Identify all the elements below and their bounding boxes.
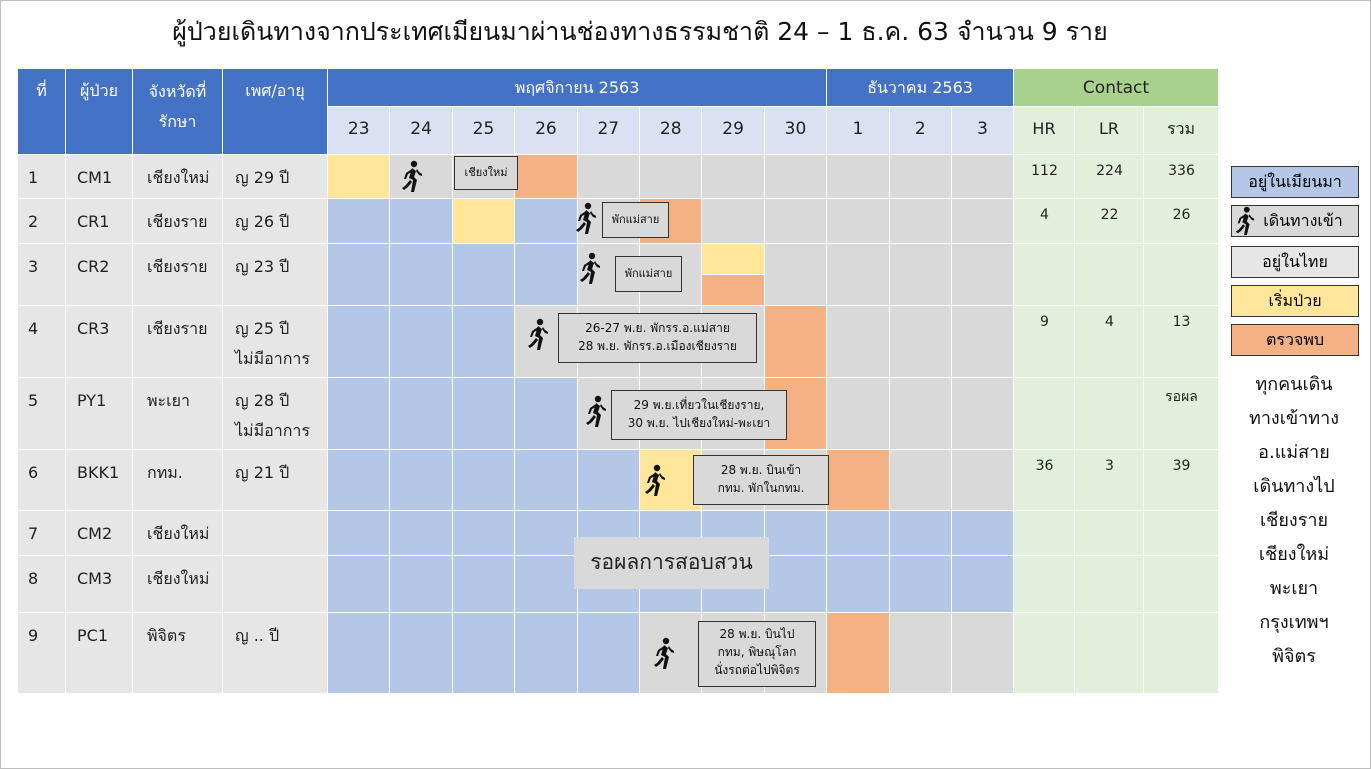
row-province-cell: [133, 306, 223, 378]
row-no: 6: [28, 463, 39, 482]
header-day: [765, 107, 827, 155]
row-province-cell: [133, 199, 223, 244]
day-cell: [515, 378, 577, 450]
row-id: CM2: [77, 524, 113, 543]
day-cell: [328, 306, 390, 378]
row-id: CR1: [77, 212, 110, 231]
row-province: เชียงใหม่: [147, 168, 210, 187]
row-sex-age-cell: [223, 155, 328, 199]
row-no: 5: [28, 391, 39, 410]
row-id-cell: [66, 450, 133, 511]
side-note-line: ทางเข้าทาง: [1248, 408, 1340, 429]
day-cell: [328, 378, 390, 450]
header-contact-sub: [1144, 107, 1219, 155]
day-cell: [952, 155, 1014, 199]
row-no: 2: [28, 212, 39, 231]
side-note-line: อ.แม่สาย: [1258, 442, 1330, 463]
header-month-dec-label: ธันวาคม 2563: [867, 78, 973, 97]
waiting-investigation-label: รอผลการสอบสวน: [574, 537, 769, 589]
note-box-py1-line1: 29 พ.ย.เที่ยวในเชียงราย,: [633, 398, 765, 412]
row-province: พิจิตร: [147, 626, 186, 645]
header-contact-sub-label: รวม: [1166, 119, 1196, 138]
row-province: เชียงราย: [147, 319, 208, 338]
day-cell: [890, 244, 952, 306]
walking-person-icon: [652, 637, 676, 671]
day-cell: [702, 199, 764, 244]
row-province-cell: [133, 244, 223, 306]
note-box-py1-line2: 30 พ.ย. ไปเชียงใหม่-พะเยา: [627, 416, 771, 430]
walking-person-icon: [578, 252, 602, 286]
day-cell: [827, 613, 889, 694]
row-id-cell: [66, 556, 133, 613]
contact-cell: [1014, 378, 1075, 450]
day-cell: [453, 450, 515, 511]
day-cell: [890, 450, 952, 511]
side-note-line: พะเยา: [1269, 578, 1319, 599]
legend-travel-in-label: เดินทางเข้า: [1263, 211, 1343, 230]
note-box-cr1: พักแม่สาย: [602, 202, 669, 238]
row-sex-age: ญ 25 ปี: [235, 319, 290, 338]
note-box-bkk1-line1: 28 พ.ย. บินเข้า: [720, 463, 802, 477]
row-no-cell: [18, 378, 66, 450]
day-cell: [765, 155, 827, 199]
side-note-line: เดินทางไป: [1253, 476, 1335, 497]
row-no: 8: [28, 569, 39, 588]
note-box-cr2: พักแม่สาย: [615, 256, 682, 292]
side-note-line: เชียงราย: [1259, 510, 1329, 531]
note-box-bkk1: [693, 455, 829, 505]
walking-person-icon: [526, 318, 550, 352]
note-box-pc1-line1: 28 พ.ย. บินไป: [719, 627, 795, 641]
header-month-nov: [328, 69, 827, 107]
day-cell: [952, 450, 1014, 511]
row-no-cell: [18, 244, 66, 306]
contact-hr-value: 112: [1031, 163, 1058, 179]
day-cell: [515, 556, 577, 613]
row-sex-age-cell: [223, 450, 328, 511]
note-box-pc1-line3: นั่งรถต่อไปพิจิตร: [714, 663, 800, 677]
contact-total-value: 39: [1172, 458, 1191, 474]
row-province: กทม.: [147, 463, 183, 482]
day-cell: [515, 613, 577, 694]
note-box-bkk1-line2: กทม. พักในกทม.: [717, 481, 805, 495]
header-patient-label: ผู้ป่วย: [80, 81, 118, 100]
row-id-cell: [66, 613, 133, 694]
header-day: [890, 107, 952, 155]
day-cell: [578, 155, 640, 199]
header-day-label: 23: [347, 119, 370, 139]
row-sex-age: ญ 28 ปี: [235, 391, 290, 410]
day-cell: [952, 613, 1014, 694]
header-day-label: 28: [659, 119, 682, 139]
contact-cell: [1075, 378, 1144, 450]
day-cell: [515, 199, 577, 244]
day-cell: [328, 556, 390, 613]
row-sex-age-cell: [223, 556, 328, 613]
walking-person-icon: [574, 202, 598, 236]
header-day-label: 29: [722, 119, 744, 139]
day-cell: [827, 378, 889, 450]
row-no: 4: [28, 319, 39, 338]
day-cell: [890, 306, 952, 378]
note-box-cm1: เชียงใหม่: [454, 156, 518, 190]
walking-person-icon: [400, 160, 424, 194]
header-day: [390, 107, 452, 155]
row-id: BKK1: [77, 463, 120, 482]
row-no-cell: [18, 155, 66, 199]
day-cell: [390, 450, 452, 511]
contact-cell: [1014, 613, 1075, 694]
row-id: PY1: [77, 391, 107, 410]
day-cell: [578, 613, 640, 694]
day-cell: [390, 556, 452, 613]
contact-lr-value: 4: [1105, 314, 1114, 330]
contact-cell: [1075, 613, 1144, 694]
header-province-label: จังหวัดที่ รักษา: [148, 82, 207, 131]
side-note-line: ทุกคนเดิน: [1255, 374, 1333, 395]
contact-hr-value: 9: [1040, 314, 1049, 330]
day-cell: [390, 199, 452, 244]
row-sex-age-cell: [223, 378, 328, 450]
day-cell: [827, 450, 889, 511]
row-province-cell: [133, 511, 223, 556]
header-day: [328, 107, 390, 155]
row-province-cell: [133, 556, 223, 613]
row-province: พะเยา: [147, 391, 190, 410]
row-note: ไม่มีอาการ: [235, 421, 310, 440]
contact-cell: [1075, 511, 1144, 556]
day-cell: [827, 155, 889, 199]
day-cell: [328, 450, 390, 511]
header-contact-sub-label: LR: [1098, 119, 1120, 138]
day-cell: [952, 306, 1014, 378]
row-sex-age-cell: [223, 511, 328, 556]
day-cell: [827, 511, 889, 556]
day-cell: [952, 378, 1014, 450]
day-cell: [827, 199, 889, 244]
day-cell: [890, 511, 952, 556]
contact-cell: [1014, 511, 1075, 556]
day-cell: [453, 306, 515, 378]
contact-total-value: 13: [1172, 314, 1191, 330]
row-id: CR2: [77, 257, 110, 276]
row-id: CR3: [77, 319, 110, 338]
day-cell: [765, 244, 827, 306]
header-day-label: 24: [410, 119, 432, 139]
header-month-nov-label: พฤศจิกายน 2563: [514, 78, 640, 97]
day-cell: [952, 199, 1014, 244]
row-id-cell: [66, 199, 133, 244]
row-id-cell: [66, 378, 133, 450]
header-day-label: 1: [852, 119, 864, 139]
row-province-cell: [133, 155, 223, 199]
side-note-line: เชียงใหม่: [1258, 544, 1330, 565]
header-contact-sub-label: HR: [1032, 119, 1056, 138]
row-sex-age: ญ 29 ปี: [235, 168, 290, 187]
walking-person-icon: [584, 395, 608, 429]
legend-in-thailand: อยู่ในไทย: [1231, 246, 1359, 278]
day-cell: [328, 613, 390, 694]
side-note: [1222, 368, 1366, 674]
day-cell: [890, 155, 952, 199]
row-no: 1: [28, 168, 39, 187]
row-id: PC1: [77, 626, 108, 645]
row-id: CM3: [77, 569, 113, 588]
row-no-cell: [18, 450, 66, 511]
day-cell: [328, 511, 390, 556]
day-cell: [515, 244, 577, 306]
walking-person-icon: [1234, 206, 1256, 237]
row-province-cell: [133, 450, 223, 511]
row-province: เชียงราย: [147, 257, 208, 276]
day-cell: [453, 199, 515, 244]
page-title: ผู้ป่วยเดินทางจากประเทศเมียนมาผ่านช่องทางธรรมชาติ 24 – 1 ธ.ค. 63 จำนวน 9 ราย: [172, 17, 1108, 46]
header-contact-label: Contact: [1082, 78, 1150, 98]
contact-cell: [1014, 244, 1075, 306]
contact-lr-value: 3: [1105, 458, 1114, 474]
legend-onset: เริ่มป่วย: [1231, 285, 1359, 317]
row-province: เชียงใหม่: [147, 569, 210, 588]
day-cell: [890, 199, 952, 244]
row-province-cell: [133, 613, 223, 694]
row-no-cell: [18, 613, 66, 694]
row-id-cell: [66, 244, 133, 306]
row-note: ไม่มีอาการ: [235, 349, 310, 368]
header-contact: [1014, 69, 1219, 107]
row-sex-age-cell: [223, 306, 328, 378]
day-cell: [890, 613, 952, 694]
day-cell: [952, 244, 1014, 306]
row-no: 3: [28, 257, 39, 276]
header-day-label: 26: [535, 119, 557, 139]
day-cell: [827, 556, 889, 613]
contact-cell: [1075, 556, 1144, 613]
day-cell: [578, 450, 640, 511]
contact-cell: [1144, 244, 1219, 306]
row-province: เชียงราย: [147, 212, 208, 231]
side-note-line: พิจิตร: [1272, 646, 1316, 667]
day-cell: [890, 556, 952, 613]
row-no-cell: [18, 199, 66, 244]
header-day-label: 25: [472, 119, 495, 139]
day-cell: [453, 613, 515, 694]
contact-cell: [1014, 556, 1075, 613]
header-day-label: 2: [914, 119, 926, 139]
note-box-py1: [611, 390, 787, 440]
header-day: [827, 107, 889, 155]
header-day-label: 30: [784, 119, 807, 139]
day-cell: [328, 199, 390, 244]
day-cell: [390, 244, 452, 306]
header-no: [18, 69, 66, 155]
row-no-cell: [18, 306, 66, 378]
contact-cell: [1144, 511, 1219, 556]
day-cell: [453, 244, 515, 306]
day-cell: [702, 155, 764, 199]
day-cell: [765, 511, 827, 556]
row-sex-age-cell: [223, 199, 328, 244]
contact-lr-value: 224: [1096, 163, 1123, 179]
row-sex-age: ญ 21 ปี: [235, 463, 290, 482]
row-sex-age-cell: [223, 244, 328, 306]
day-cell: [453, 556, 515, 613]
contact-hr-value: 36: [1035, 458, 1054, 474]
day-cell: [952, 556, 1014, 613]
header-no-label: ที่: [36, 81, 47, 100]
contact-cell: [1144, 613, 1219, 694]
contact-hr-value: 4: [1040, 207, 1049, 223]
day-cell: [702, 275, 764, 306]
day-cell: [765, 306, 827, 378]
day-cell: [453, 511, 515, 556]
header-day-label: 3: [977, 119, 988, 139]
day-cell: [515, 155, 577, 199]
day-cell: [390, 511, 452, 556]
row-no-cell: [18, 511, 66, 556]
day-cell: [765, 556, 827, 613]
row-id-cell: [66, 511, 133, 556]
row-sex-age-cell: [223, 613, 328, 694]
note-box-pc1-line2: กทม, พิษณุโลก: [717, 645, 797, 659]
header-month-dec: [827, 69, 1014, 107]
header-province: [133, 69, 223, 155]
header-patient: [66, 69, 133, 155]
contact-total-value: รอผล: [1165, 389, 1198, 405]
row-province: เชียงใหม่: [147, 524, 210, 543]
legend-detected: ตรวจพบ: [1231, 324, 1359, 356]
contact-cell: [1144, 556, 1219, 613]
header-day: [453, 107, 515, 155]
day-cell: [390, 306, 452, 378]
day-cell: [328, 244, 390, 306]
walking-person-icon: [643, 464, 667, 498]
day-cell: [827, 306, 889, 378]
row-no: 9: [28, 626, 39, 645]
header-contact-sub: [1014, 107, 1075, 155]
day-cell: [827, 244, 889, 306]
header-sex-age-label: เพศ/อายุ: [245, 81, 305, 100]
day-cell: [952, 511, 1014, 556]
contact-total-value: 26: [1172, 207, 1191, 223]
note-box-pc1: [698, 621, 816, 687]
row-id-cell: [66, 306, 133, 378]
contact-cell: [1075, 244, 1144, 306]
note-box-cr3: [558, 313, 757, 363]
day-cell: [890, 378, 952, 450]
day-cell: [390, 378, 452, 450]
day-cell: [765, 199, 827, 244]
row-sex-age: ญ 26 ปี: [235, 212, 290, 231]
row-sex-age: ญ .. ปี: [235, 626, 280, 645]
contact-lr-value: 22: [1100, 207, 1119, 223]
row-sex-age: ญ 23 ปี: [235, 257, 290, 276]
day-cell: [328, 155, 390, 199]
note-box-cr3-line1: 26-27 พ.ย. พักรร.อ.แม่สาย: [585, 321, 730, 335]
header-day: [515, 107, 577, 155]
day-cell: [453, 378, 515, 450]
header-day: [952, 107, 1014, 155]
legend-in-myanmar: อยู่ในเมียนมา: [1231, 166, 1359, 198]
header-day-label: 27: [597, 119, 620, 139]
note-box-cr3-line2: 28 พ.ย. พักรร.อ.เมืองเชียงราย: [578, 339, 737, 353]
row-no: 7: [28, 524, 39, 543]
day-cell: [702, 244, 764, 275]
header-day: [702, 107, 764, 155]
contact-total-value: 336: [1168, 163, 1195, 179]
header-contact-sub: [1075, 107, 1144, 155]
day-cell: [640, 155, 702, 199]
header-day: [640, 107, 702, 155]
row-province-cell: [133, 378, 223, 450]
header-sex-age: [223, 69, 328, 155]
side-note-line: กรุงเทพฯ: [1259, 612, 1329, 633]
day-cell: [515, 511, 577, 556]
header-day: [578, 107, 640, 155]
row-id-cell: [66, 155, 133, 199]
day-cell: [515, 450, 577, 511]
row-id: CM1: [77, 168, 113, 187]
day-cell: [390, 613, 452, 694]
row-no-cell: [18, 556, 66, 613]
